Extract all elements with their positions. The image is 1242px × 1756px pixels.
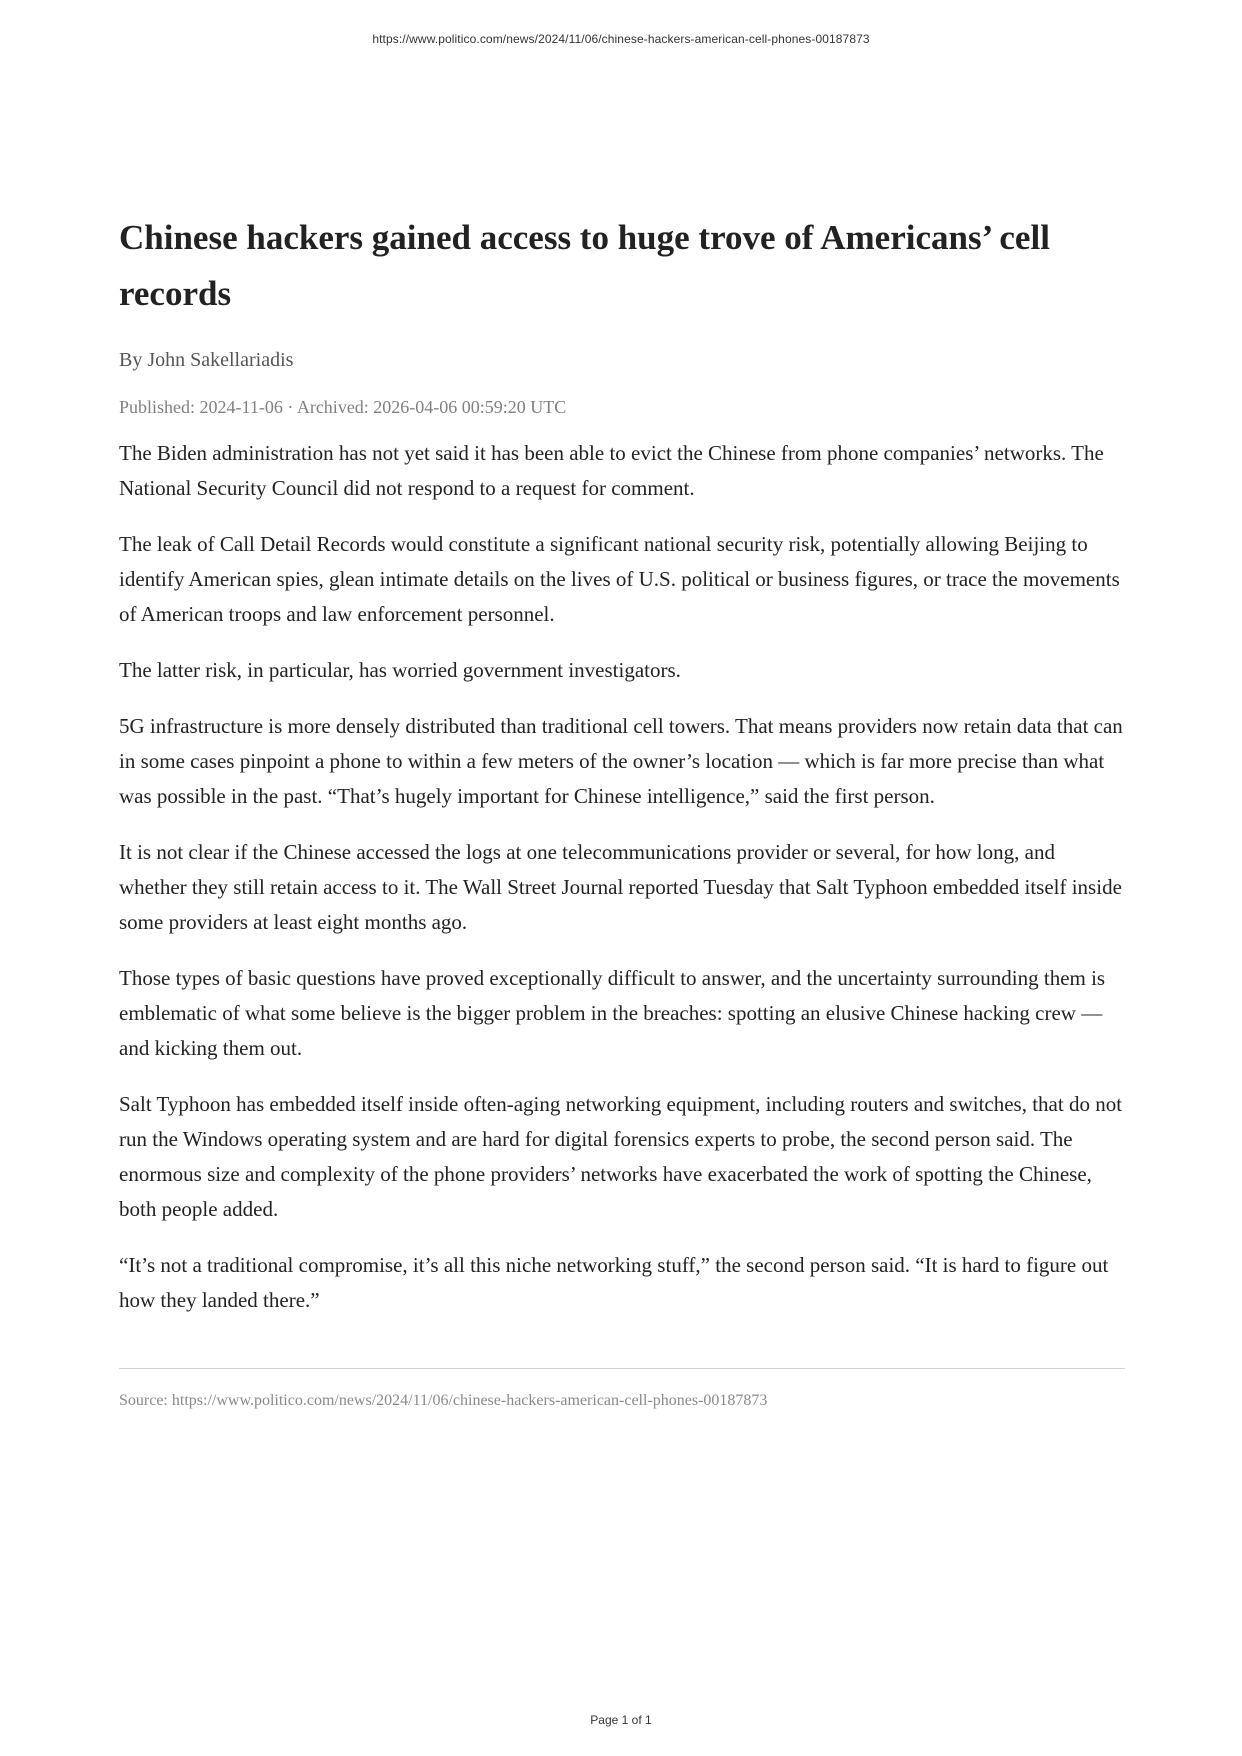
paragraph: “It’s not a traditional compromise, it’s all this niche networking stuff,” the second person said. “It is hard to figure out how they landed there.”: [119, 1253, 1109, 1312]
article: [119, 210, 1125, 1413]
paragraph: The leak of Call Detail Records would constitute a significant national security risk, potentially allowing Beijing to identify American spies, glean intimate details on the lives of U.S. political or business figures, or trace the movements of American troops and law enforcement personnel.: [119, 532, 1120, 626]
article-meta: Published: 2024-11-06 · Archived: 2026-04-06 00:59:20 UTC: [119, 397, 567, 417]
paragraph: Those types of basic questions have proved exceptionally difficult to answer, and the uncertainty surrounding them is emblematic of what some believe is the bigger problem in the breaches: spotting an elusive Chinese hacking crew — and kicking them out.: [119, 966, 1106, 1060]
article-byline: By John Sakellariadis: [119, 349, 294, 371]
page-number: Page 1 of 1: [590, 1713, 652, 1727]
article-body: [119, 436, 1125, 1318]
paragraph: 5G infrastructure is more densely distributed than traditional cell towers. That means providers now retain data that can in some cases pinpoint a phone to within a few meters of the owner’s location — which is far more precise than what was possible in the past. “That’s hugely important for Chinese intelligence,” said the first person.: [119, 714, 1123, 808]
paragraph: Salt Typhoon has embedded itself inside often-aging networking equipment, including routers and switches, that do not run the Windows operating system and are hard for digital forensics experts to probe, the second person said. The enormous size and complexity of the phone providers’ networks have exacerbated the work of spotting the Chinese, both people added.: [119, 1092, 1123, 1221]
paragraph: The latter risk, in particular, has worried government investigators.: [119, 658, 681, 682]
source-line: [119, 1389, 1125, 1413]
source-divider: [119, 1368, 1125, 1369]
article-title: Chinese hackers gained access to huge trove of Americans’ cell records: [119, 218, 1050, 313]
source-label: Source:: [119, 1392, 172, 1409]
source-link[interactable]: https://www.politico.com/news/2024/11/06/chinese-hackers-american-cell-phones-00187873: [171, 1392, 768, 1409]
paragraph: The Biden administration has not yet said it has been able to evict the Chinese from phone companies’ networks. The National Security Council did not respond to a request for comment.: [119, 441, 1104, 500]
paragraph: It is not clear if the Chinese accessed the logs at one telecommunications provider or several, for how long, and whether they still retain access to it. The Wall Street Journal reported Tuesday that Salt Typhoon embedded itself inside some providers at least eight months ago.: [119, 840, 1122, 934]
print-header-url: https://www.politico.com/news/2024/11/06/chinese-hackers-american-cell-phones-00187873: [372, 32, 870, 46]
